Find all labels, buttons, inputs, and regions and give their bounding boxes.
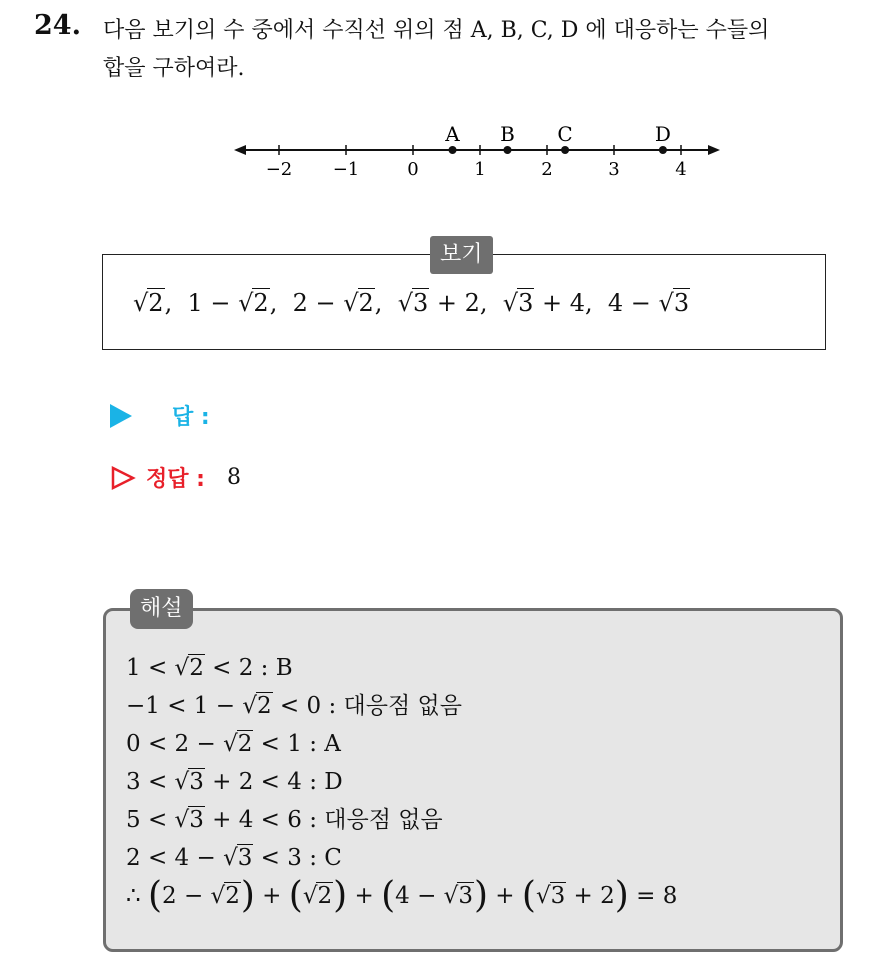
question-number: 24. (34, 10, 81, 41)
correct-label: 정답 : (146, 467, 205, 492)
point-label: B (500, 122, 515, 146)
point-marker (659, 146, 667, 154)
bogi-term: √2, 1 − √2, 2 − √2, √3 + 2, √3 + 4, 4 − √3 (133, 289, 690, 317)
question-text (103, 12, 873, 88)
tick-label: −1 (332, 159, 360, 180)
tick-label: −2 (265, 159, 293, 180)
tick-label: 1 (474, 159, 486, 180)
answer-row (110, 400, 210, 431)
correct-answer-row (110, 462, 241, 493)
tick-label: 0 (407, 159, 419, 180)
point-label: D (654, 122, 671, 146)
correct-value: 8 (226, 465, 241, 490)
play-triangle-icon (110, 404, 132, 428)
tick-label: 4 (675, 159, 687, 180)
left-arrow-icon (234, 145, 246, 155)
point-marker (449, 146, 457, 154)
outline-triangle-icon (110, 465, 136, 491)
point-marker (561, 146, 569, 154)
solution-line: 5 < √3 + 4 < 6 : 대응점 없음 (126, 807, 443, 833)
tick-label: 3 (608, 159, 620, 180)
point-marker (503, 146, 511, 154)
solution-line: 2 < 4 − √3 < 3 : C (126, 845, 342, 871)
point-label: C (557, 122, 573, 146)
question-line-2: 합을 구하여라. (103, 56, 245, 81)
point-label: A (445, 122, 460, 146)
answer-label: 답 : (172, 405, 210, 430)
number-line (230, 115, 730, 185)
solution-line: −1 < 1 − √2 < 0 : 대응점 없음 (126, 693, 462, 719)
solution-lines (126, 649, 677, 915)
solution-line: ∴ (2 − √2) + (√2) + (4 − √3) + (√3 + 2) = 8 (126, 875, 678, 916)
solution-box (103, 608, 843, 952)
tick-label: 2 (541, 159, 553, 180)
solution-line: 3 < √3 + 2 < 4 : D (126, 769, 343, 795)
question-line-1: 다음 보기의 수 중에서 수직선 위의 점 A, B, C, D 에 대응하는 수들의 (103, 18, 770, 43)
solution-line: 1 < √2 < 2 : B (126, 655, 293, 681)
bogi-label: 보기 (430, 236, 493, 274)
solution-label: 해설 (130, 589, 193, 629)
solution-line: 0 < 2 − √2 < 1 : A (126, 731, 341, 757)
right-arrow-icon (708, 145, 720, 155)
bogi-terms (133, 289, 690, 317)
